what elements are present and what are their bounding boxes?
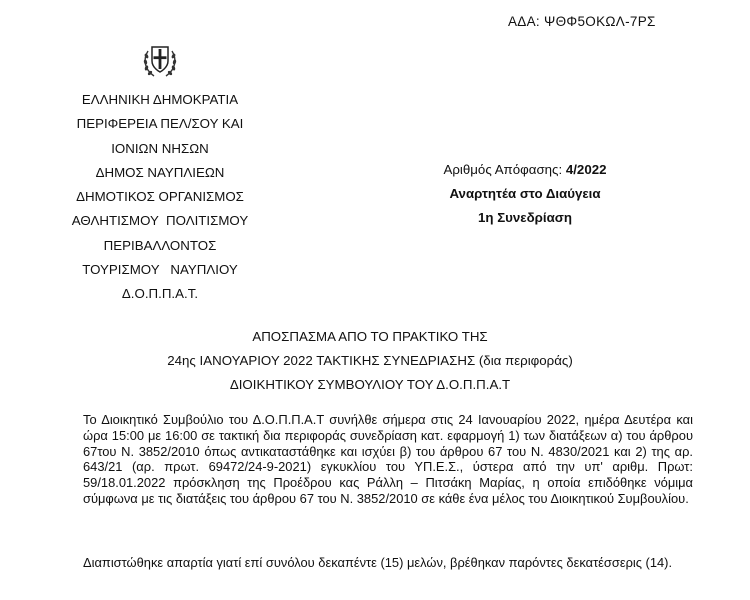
- issuer-line: ΤΟΥΡΙΣΜΟΥ ΝΑΥΠΛΙΟΥ: [82, 262, 238, 278]
- issuer-line: ΔΗΜΟΣ ΝΑΥΠΛΙΕΩΝ: [95, 164, 225, 180]
- decision-number-label: Αριθμός Απόφασης:: [443, 162, 566, 177]
- decision-block: [420, 158, 630, 230]
- issuer-line: ΠΕΡΙΒΑΛΛΟΝΤΟΣ: [103, 237, 217, 253]
- issuer-block: [40, 88, 280, 307]
- heading-line-1: ΑΠΟΣΠΑΣΜΑ ΑΠΟ ΤΟ ΠΡΑΚΤΙΚΟ ΤΗΣ: [252, 329, 488, 344]
- heading-line-2: 24ης ΙΑΝΟΥΑΡΙΟΥ 2022 ΤΑΚΤΙΚΗΣ ΣΥΝΕΔΡΙΑΣΗΣ (δια περιφοράς): [167, 353, 573, 368]
- issuer-line: ΕΛΛΗΝΙΚΗ ΔΗΜΟΚΡΑΤΙΑ: [81, 92, 239, 107]
- body-paragraph-1: Το Διοικητικό Συμβούλιο του Δ.Ο.Π.Π.Α.Τ συνήλθε σήμερα στις 24 Ιανουαρίου 2022, ημέρα Δευτέρα και ώρα 15:00 με 16:00 σε τακτική δια περιφοράς συνεδρίαση κατ. εφαρμογή 1) των διατάξεων α) του άρθρου 67του Ν. 3852/2010 όπως αντικαταστάθηκε και ισχύει β) του άρθρου 67 του Ν. 4830/2021 και 2) της αρ. 643/21 (αρ. πρωτ. 69472/24-9-2021) εγκυκλίου του ΥΠ.Ε.Σ., ύστερα από την υπ' αριθμ. Πρωτ: 59/18.01.2022 πρόσκληση της Προέδρου κας Ράλλη – Πιτσάκη Μαρίας, η οποία επιδόθηκε νόμιμα σύμφωνα με τις διατάξεις του άρθρου 67 του Ν. 3852/2010 σε κάθε ένα μέλος του Διοικητικού Συμβουλίου.: [83, 412, 693, 506]
- decision-number-row: [420, 158, 630, 182]
- issuer-line: ΙΟΝΙΩΝ ΝΗΣΩΝ: [111, 140, 209, 156]
- publish-note: Αναρτητέα στο Διαύγεια: [449, 186, 601, 201]
- issuer-line: ΠΕΡΙΦΕΡΕΙΑ ΠΕΛ/ΣΟΥ ΚΑΙ: [76, 116, 244, 132]
- decision-number-value: 4/2022: [565, 162, 607, 177]
- session-label: 1η Συνεδρίαση: [477, 210, 572, 225]
- issuer-line: ΑΘΛΗΤΙΣΜΟΥ ΠΟΛΙΤΙΣΜΟΥ: [71, 213, 249, 229]
- heading-line-3: ΔΙΟΙΚΗΤΙΚΟΥ ΣΥΜΒΟΥΛΙΟΥ ΤΟΥ Δ.Ο.Π.Π.Α.Τ: [229, 377, 511, 392]
- document-heading: [100, 325, 640, 397]
- issuer-line: Δ.Ο.Π.Π.Α.Τ.: [121, 286, 199, 302]
- body-paragraph-2: Διαπιστώθηκε απαρτία γιατί επί συνόλου δεκαπέντε (15) μελών, βρέθηκαν παρόντες δεκατέσσερις (14).: [83, 555, 673, 570]
- issuer-line: ΔΗΜΟΤΙΚΟΣ ΟΡΓΑΝΙΣΜΟΣ: [76, 189, 244, 205]
- greek-coat-of-arms-icon: [140, 41, 180, 81]
- ada-code: ΑΔΑ: ΨΘΦ5ΟΚΩΛ-7ΡΣ: [508, 14, 656, 29]
